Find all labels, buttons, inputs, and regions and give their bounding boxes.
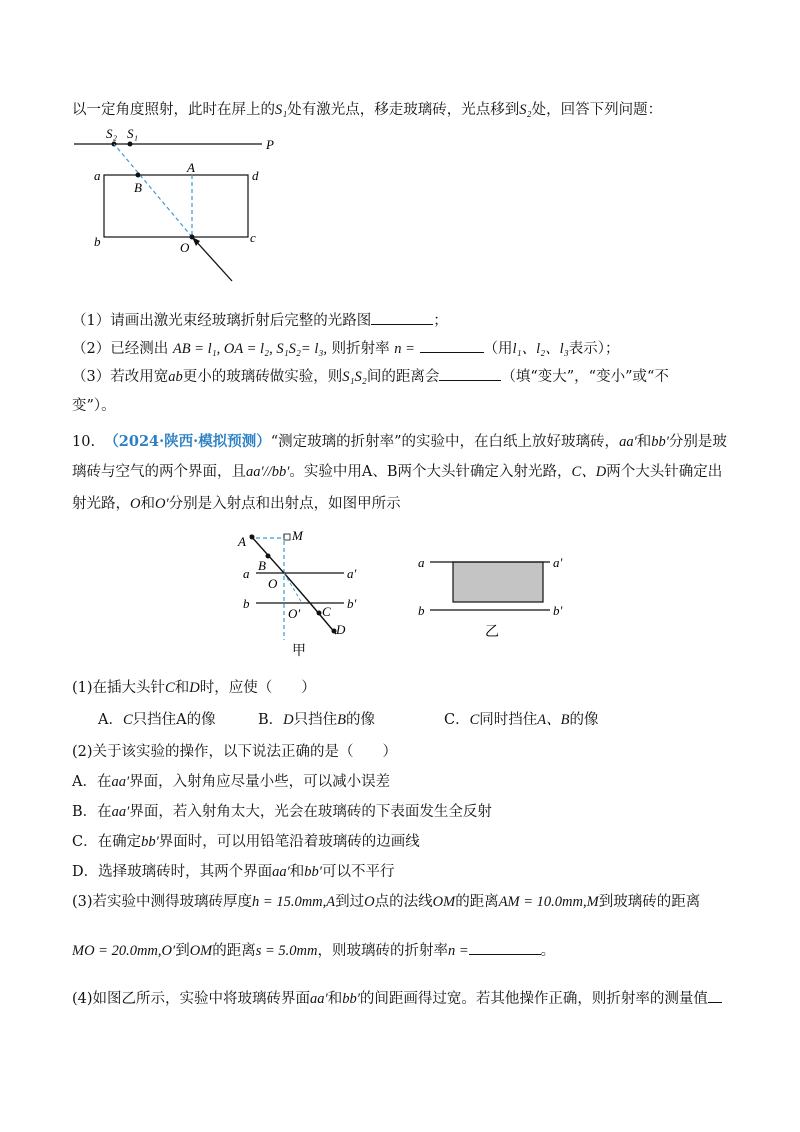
label-O: O	[180, 240, 190, 255]
label-d: d	[252, 168, 259, 183]
yi-a: a	[418, 555, 425, 570]
label-P: P	[266, 137, 274, 152]
q10-stem-3: 射光路，O和O′分别是入射点和出射点，如图甲所示	[72, 496, 401, 512]
q10-sub2: (2)关于该实验的操作，以下说法正确的是（ ）	[72, 744, 398, 760]
label-B: B	[134, 180, 142, 195]
yi-a2: a′	[553, 555, 563, 570]
label-c: c	[250, 230, 256, 245]
q10-stem-1: 10. （2024·陕西·模拟预测）“测定玻璃的折射率”的实验中，在白纸上放好玻璃砖，aa′和bb′分别是玻	[72, 433, 727, 450]
label-S1: S₁	[127, 126, 139, 141]
jia-a: a	[243, 566, 250, 581]
jia-A: A	[238, 534, 246, 549]
q9-part3: （3）若改用宽ab更小的玻璃砖做实验，则S₁S₂间的距离会 （填“变大”，“变小”或“不	[72, 366, 669, 387]
jia-B: B	[258, 558, 266, 573]
q10-sub2-optA[interactable]: A．在aa′界面，入射角应尽量小些，可以减小误差	[72, 774, 391, 790]
yi-caption: 乙	[485, 625, 499, 640]
jia-M: M	[292, 528, 303, 543]
q10-sub3-cont: MO = 20.0mm,O′到OM的距离s = 5.0mm，则玻璃砖的折射率n = 。	[72, 940, 555, 961]
q10-sub2-optB[interactable]: B．在aa′界面，若入射角太大，光会在玻璃砖的下表面发生全反射	[72, 804, 492, 820]
jia-caption: 甲	[292, 644, 306, 659]
jia-O2: O′	[288, 606, 301, 621]
label-b: b	[94, 234, 101, 249]
yi-b2: b′	[553, 603, 563, 618]
q9-part3-cont: 变”）。	[72, 398, 116, 414]
jia-a2: a′	[347, 566, 357, 581]
q10-sub1: (1)在插大头针C和D时，应使（ ）	[72, 680, 316, 696]
q9-intro: 以一定角度照射，此时在屏上的S₁处有激光点，移走玻璃砖，光点移到S₂处，回答下列问题：	[72, 102, 663, 118]
jia-b: b	[243, 596, 250, 611]
label-A: A	[187, 160, 195, 175]
figure-yi	[0, 550, 800, 640]
yi-b: b	[418, 603, 425, 618]
jia-O: O	[268, 576, 278, 591]
q10-sub4: (4)如图乙所示，实验中将玻璃砖界面aa′和bb′的间距画得过宽。若其他操作正确，则折射率的测量值	[72, 988, 722, 1009]
label-S2: S₂	[106, 126, 118, 141]
label-a: a	[94, 168, 101, 183]
jia-b2: b′	[347, 596, 357, 611]
q10-sub1-optC[interactable]: C．C同时挡住A、B的像	[444, 712, 599, 728]
q9-part2: （2）已经测出 AB = l₁, OA = l₂, S₁S₂= l₃, 则折射率 n = （用l₁、l₂、l₃表示）；	[72, 338, 620, 359]
q10-sub2-optD[interactable]: D．选择玻璃砖时，其两个界面aa′和bb′可以不平行	[72, 864, 395, 880]
jia-C: C	[322, 604, 331, 619]
q10-sub1-optB[interactable]: B．D只挡住B的像	[258, 712, 375, 728]
jia-D: D	[336, 622, 346, 637]
q10-sub3: (3)若实验中测得玻璃砖厚度h = 15.0mm,A到过O点的法线OM的距离AM = 10.0mm,M到玻璃砖的距离	[72, 894, 701, 910]
q9-part1: （1）请画出激光束经玻璃折射后完整的光路图 ；	[72, 310, 448, 331]
q10-sub2-optC[interactable]: C．在确定bb′界面时，可以用铅笔沿着玻璃砖的边画线	[72, 834, 420, 850]
q10-sub1-optA[interactable]: A．C只挡住A的像	[98, 712, 216, 728]
q10-stem-2: 璃砖与空气的两个界面，且aa′//bb′。实验中用A、B两个大头针确定入射光路，C、D两个大头针确定出	[72, 464, 723, 480]
